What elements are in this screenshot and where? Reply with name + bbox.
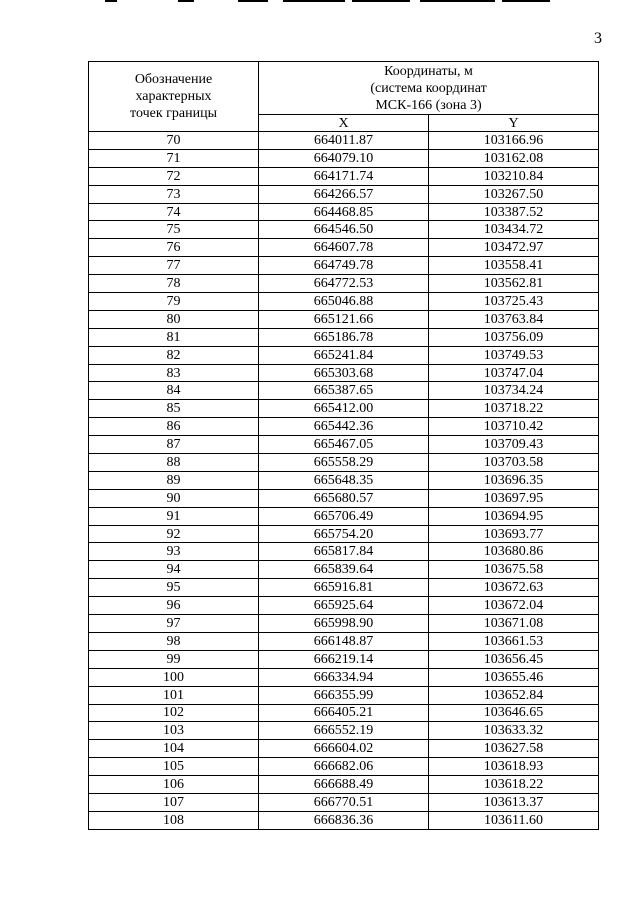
- x-coordinate-cell: 666334.94: [259, 668, 429, 686]
- x-coordinate-cell: 664468.85: [259, 203, 429, 221]
- y-coordinate-cell: 103675.58: [429, 561, 599, 579]
- table-row: [89, 203, 599, 221]
- table-row: [89, 275, 599, 293]
- table-row: [89, 364, 599, 382]
- x-coordinate-cell: 666688.49: [259, 776, 429, 794]
- top-edge-rule-7: [502, 0, 550, 2]
- table-row: [89, 400, 599, 418]
- y-coordinate-cell: 103434.72: [429, 221, 599, 239]
- point-number-cell: 91: [89, 507, 259, 525]
- x-coordinate-cell: 665706.49: [259, 507, 429, 525]
- coordinates-table: [88, 61, 599, 830]
- point-header-line-1: Обозначение: [134, 72, 213, 87]
- point-number-cell: 77: [89, 257, 259, 275]
- y-coordinate-cell: 103693.77: [429, 525, 599, 543]
- table-row: [89, 257, 599, 275]
- coordinates-group-header: [259, 62, 599, 115]
- point-number-cell: 73: [89, 185, 259, 203]
- table-row: [89, 686, 599, 704]
- coords-header-line-3: МСК-166 (зона 3): [375, 97, 482, 113]
- y-coordinate-cell: 103267.50: [429, 185, 599, 203]
- y-coordinate-cell: 103661.53: [429, 632, 599, 650]
- point-number-cell: 98: [89, 632, 259, 650]
- x-coordinate-cell: 665046.88: [259, 293, 429, 311]
- x-coordinate-cell: 665916.81: [259, 579, 429, 597]
- y-coordinate-cell: 103210.84: [429, 167, 599, 185]
- point-number-cell: 103: [89, 722, 259, 740]
- table-row: [89, 561, 599, 579]
- point-header-line-3: точек границы: [130, 106, 217, 121]
- table-row: [89, 221, 599, 239]
- x-column-header: X: [259, 115, 429, 132]
- table-row: [89, 668, 599, 686]
- point-number-cell: 105: [89, 758, 259, 776]
- table-row: [89, 811, 599, 829]
- table-row: [89, 454, 599, 472]
- y-coordinate-cell: 103696.35: [429, 471, 599, 489]
- point-header-line-2: характерных: [135, 89, 212, 104]
- y-coordinate-cell: 103671.08: [429, 615, 599, 633]
- x-coordinate-cell: 664079.10: [259, 149, 429, 167]
- x-coordinate-cell: 665817.84: [259, 543, 429, 561]
- point-number-cell: 95: [89, 579, 259, 597]
- table-row: [89, 436, 599, 454]
- point-number-cell: 79: [89, 293, 259, 311]
- y-coordinate-cell: 103734.24: [429, 382, 599, 400]
- y-coordinate-cell: 103633.32: [429, 722, 599, 740]
- table-row: [89, 650, 599, 668]
- x-coordinate-cell: 664749.78: [259, 257, 429, 275]
- point-number-cell: 102: [89, 704, 259, 722]
- y-coordinate-cell: 103725.43: [429, 293, 599, 311]
- point-number-cell: 107: [89, 793, 259, 811]
- x-coordinate-cell: 665303.68: [259, 364, 429, 382]
- x-coordinate-cell: 666552.19: [259, 722, 429, 740]
- table-row: [89, 579, 599, 597]
- y-column-header: Y: [429, 115, 599, 132]
- table-row: [89, 471, 599, 489]
- point-number-cell: 100: [89, 668, 259, 686]
- point-number-cell: 92: [89, 525, 259, 543]
- table-row: [89, 507, 599, 525]
- table-row: [89, 776, 599, 794]
- table-row: [89, 704, 599, 722]
- y-coordinate-cell: 103694.95: [429, 507, 599, 525]
- x-coordinate-cell: 666836.36: [259, 811, 429, 829]
- point-number-cell: 78: [89, 275, 259, 293]
- x-coordinate-cell: 666355.99: [259, 686, 429, 704]
- y-coordinate-cell: 103749.53: [429, 346, 599, 364]
- y-coordinate-cell: 103611.60: [429, 811, 599, 829]
- coordinates-table-body: [89, 132, 599, 830]
- y-coordinate-cell: 103162.08: [429, 149, 599, 167]
- x-coordinate-cell: 664011.87: [259, 132, 429, 150]
- table-row: [89, 597, 599, 615]
- x-coordinate-cell: 665412.00: [259, 400, 429, 418]
- point-number-cell: 93: [89, 543, 259, 561]
- y-coordinate-cell: 103718.22: [429, 400, 599, 418]
- point-number-cell: 85: [89, 400, 259, 418]
- y-coordinate-cell: 103613.37: [429, 793, 599, 811]
- x-coordinate-cell: 665925.64: [259, 597, 429, 615]
- table-row: [89, 310, 599, 328]
- x-coordinate-cell: 665680.57: [259, 489, 429, 507]
- point-number-cell: 87: [89, 436, 259, 454]
- y-coordinate-cell: 103166.96: [429, 132, 599, 150]
- table-row: [89, 632, 599, 650]
- point-number-cell: 106: [89, 776, 259, 794]
- table-row: [89, 740, 599, 758]
- table-row: [89, 489, 599, 507]
- y-coordinate-cell: 103627.58: [429, 740, 599, 758]
- point-number-cell: 86: [89, 418, 259, 436]
- x-coordinate-cell: 664772.53: [259, 275, 429, 293]
- y-coordinate-cell: 103558.41: [429, 257, 599, 275]
- table-row: [89, 239, 599, 257]
- y-coordinate-cell: 103710.42: [429, 418, 599, 436]
- y-coordinate-cell: 103652.84: [429, 686, 599, 704]
- point-number-cell: 70: [89, 132, 259, 150]
- point-number-cell: 72: [89, 167, 259, 185]
- x-coordinate-cell: 664546.50: [259, 221, 429, 239]
- x-coordinate-cell: 665241.84: [259, 346, 429, 364]
- table-row: [89, 328, 599, 346]
- table-row: [89, 793, 599, 811]
- y-coordinate-cell: 103472.97: [429, 239, 599, 257]
- x-coordinate-cell: 664171.74: [259, 167, 429, 185]
- x-coordinate-cell: 665442.36: [259, 418, 429, 436]
- y-coordinate-cell: 103680.86: [429, 543, 599, 561]
- table-row: [89, 167, 599, 185]
- top-edge-rule-3: [238, 0, 268, 2]
- y-coordinate-cell: 103646.65: [429, 704, 599, 722]
- top-edge-rule-1: [105, 0, 117, 2]
- x-coordinate-cell: 666148.87: [259, 632, 429, 650]
- table-row: [89, 722, 599, 740]
- coords-header-line-2: (система координат: [370, 80, 487, 96]
- table-row: [89, 185, 599, 203]
- y-coordinate-cell: 103703.58: [429, 454, 599, 472]
- x-coordinate-cell: 664607.78: [259, 239, 429, 257]
- y-coordinate-cell: 103656.45: [429, 650, 599, 668]
- x-coordinate-cell: 665648.35: [259, 471, 429, 489]
- point-number-cell: 96: [89, 597, 259, 615]
- point-number-cell: 89: [89, 471, 259, 489]
- table-row: [89, 543, 599, 561]
- page-number: 3: [594, 30, 602, 47]
- point-number-cell: 90: [89, 489, 259, 507]
- point-number-cell: 99: [89, 650, 259, 668]
- point-number-cell: 80: [89, 310, 259, 328]
- table-row: [89, 525, 599, 543]
- y-coordinate-cell: 103387.52: [429, 203, 599, 221]
- y-coordinate-cell: 103747.04: [429, 364, 599, 382]
- point-designation-header: [89, 62, 259, 132]
- top-edge-rule-2: [178, 0, 194, 2]
- y-coordinate-cell: 103618.22: [429, 776, 599, 794]
- point-number-cell: 75: [89, 221, 259, 239]
- top-edge-rule-5: [352, 0, 410, 2]
- x-coordinate-cell: 666405.21: [259, 704, 429, 722]
- x-coordinate-cell: 665186.78: [259, 328, 429, 346]
- point-number-cell: 101: [89, 686, 259, 704]
- point-number-cell: 74: [89, 203, 259, 221]
- x-coordinate-cell: 665998.90: [259, 615, 429, 633]
- point-number-cell: 94: [89, 561, 259, 579]
- point-number-cell: 84: [89, 382, 259, 400]
- x-coordinate-cell: 666770.51: [259, 793, 429, 811]
- x-coordinate-cell: 665558.29: [259, 454, 429, 472]
- y-coordinate-cell: 103672.63: [429, 579, 599, 597]
- top-edge-rule-4: [283, 0, 345, 2]
- x-coordinate-cell: 666682.06: [259, 758, 429, 776]
- y-coordinate-cell: 103709.43: [429, 436, 599, 454]
- x-coordinate-cell: 664266.57: [259, 185, 429, 203]
- y-coordinate-cell: 103756.09: [429, 328, 599, 346]
- table-row: [89, 346, 599, 364]
- table-row: [89, 418, 599, 436]
- x-coordinate-cell: 665121.66: [259, 310, 429, 328]
- y-coordinate-cell: 103655.46: [429, 668, 599, 686]
- point-number-cell: 82: [89, 346, 259, 364]
- x-coordinate-cell: 665387.65: [259, 382, 429, 400]
- point-number-cell: 88: [89, 454, 259, 472]
- point-number-cell: 83: [89, 364, 259, 382]
- y-coordinate-cell: 103672.04: [429, 597, 599, 615]
- table-row: [89, 149, 599, 167]
- table-row: [89, 132, 599, 150]
- top-edge-rule-6: [420, 0, 495, 2]
- x-coordinate-cell: 665467.05: [259, 436, 429, 454]
- point-number-cell: 108: [89, 811, 259, 829]
- x-coordinate-cell: 665839.64: [259, 561, 429, 579]
- table-row: [89, 615, 599, 633]
- x-coordinate-cell: 665754.20: [259, 525, 429, 543]
- y-coordinate-cell: 103618.93: [429, 758, 599, 776]
- x-coordinate-cell: 666604.02: [259, 740, 429, 758]
- point-number-cell: 104: [89, 740, 259, 758]
- point-number-cell: 81: [89, 328, 259, 346]
- point-number-cell: 71: [89, 149, 259, 167]
- y-coordinate-cell: 103763.84: [429, 310, 599, 328]
- coords-header-line-1: Координаты, м: [384, 63, 473, 79]
- table-row: [89, 758, 599, 776]
- table-row: [89, 382, 599, 400]
- y-coordinate-cell: 103562.81: [429, 275, 599, 293]
- point-number-cell: 76: [89, 239, 259, 257]
- y-coordinate-cell: 103697.95: [429, 489, 599, 507]
- point-number-cell: 97: [89, 615, 259, 633]
- x-coordinate-cell: 666219.14: [259, 650, 429, 668]
- table-row: [89, 293, 599, 311]
